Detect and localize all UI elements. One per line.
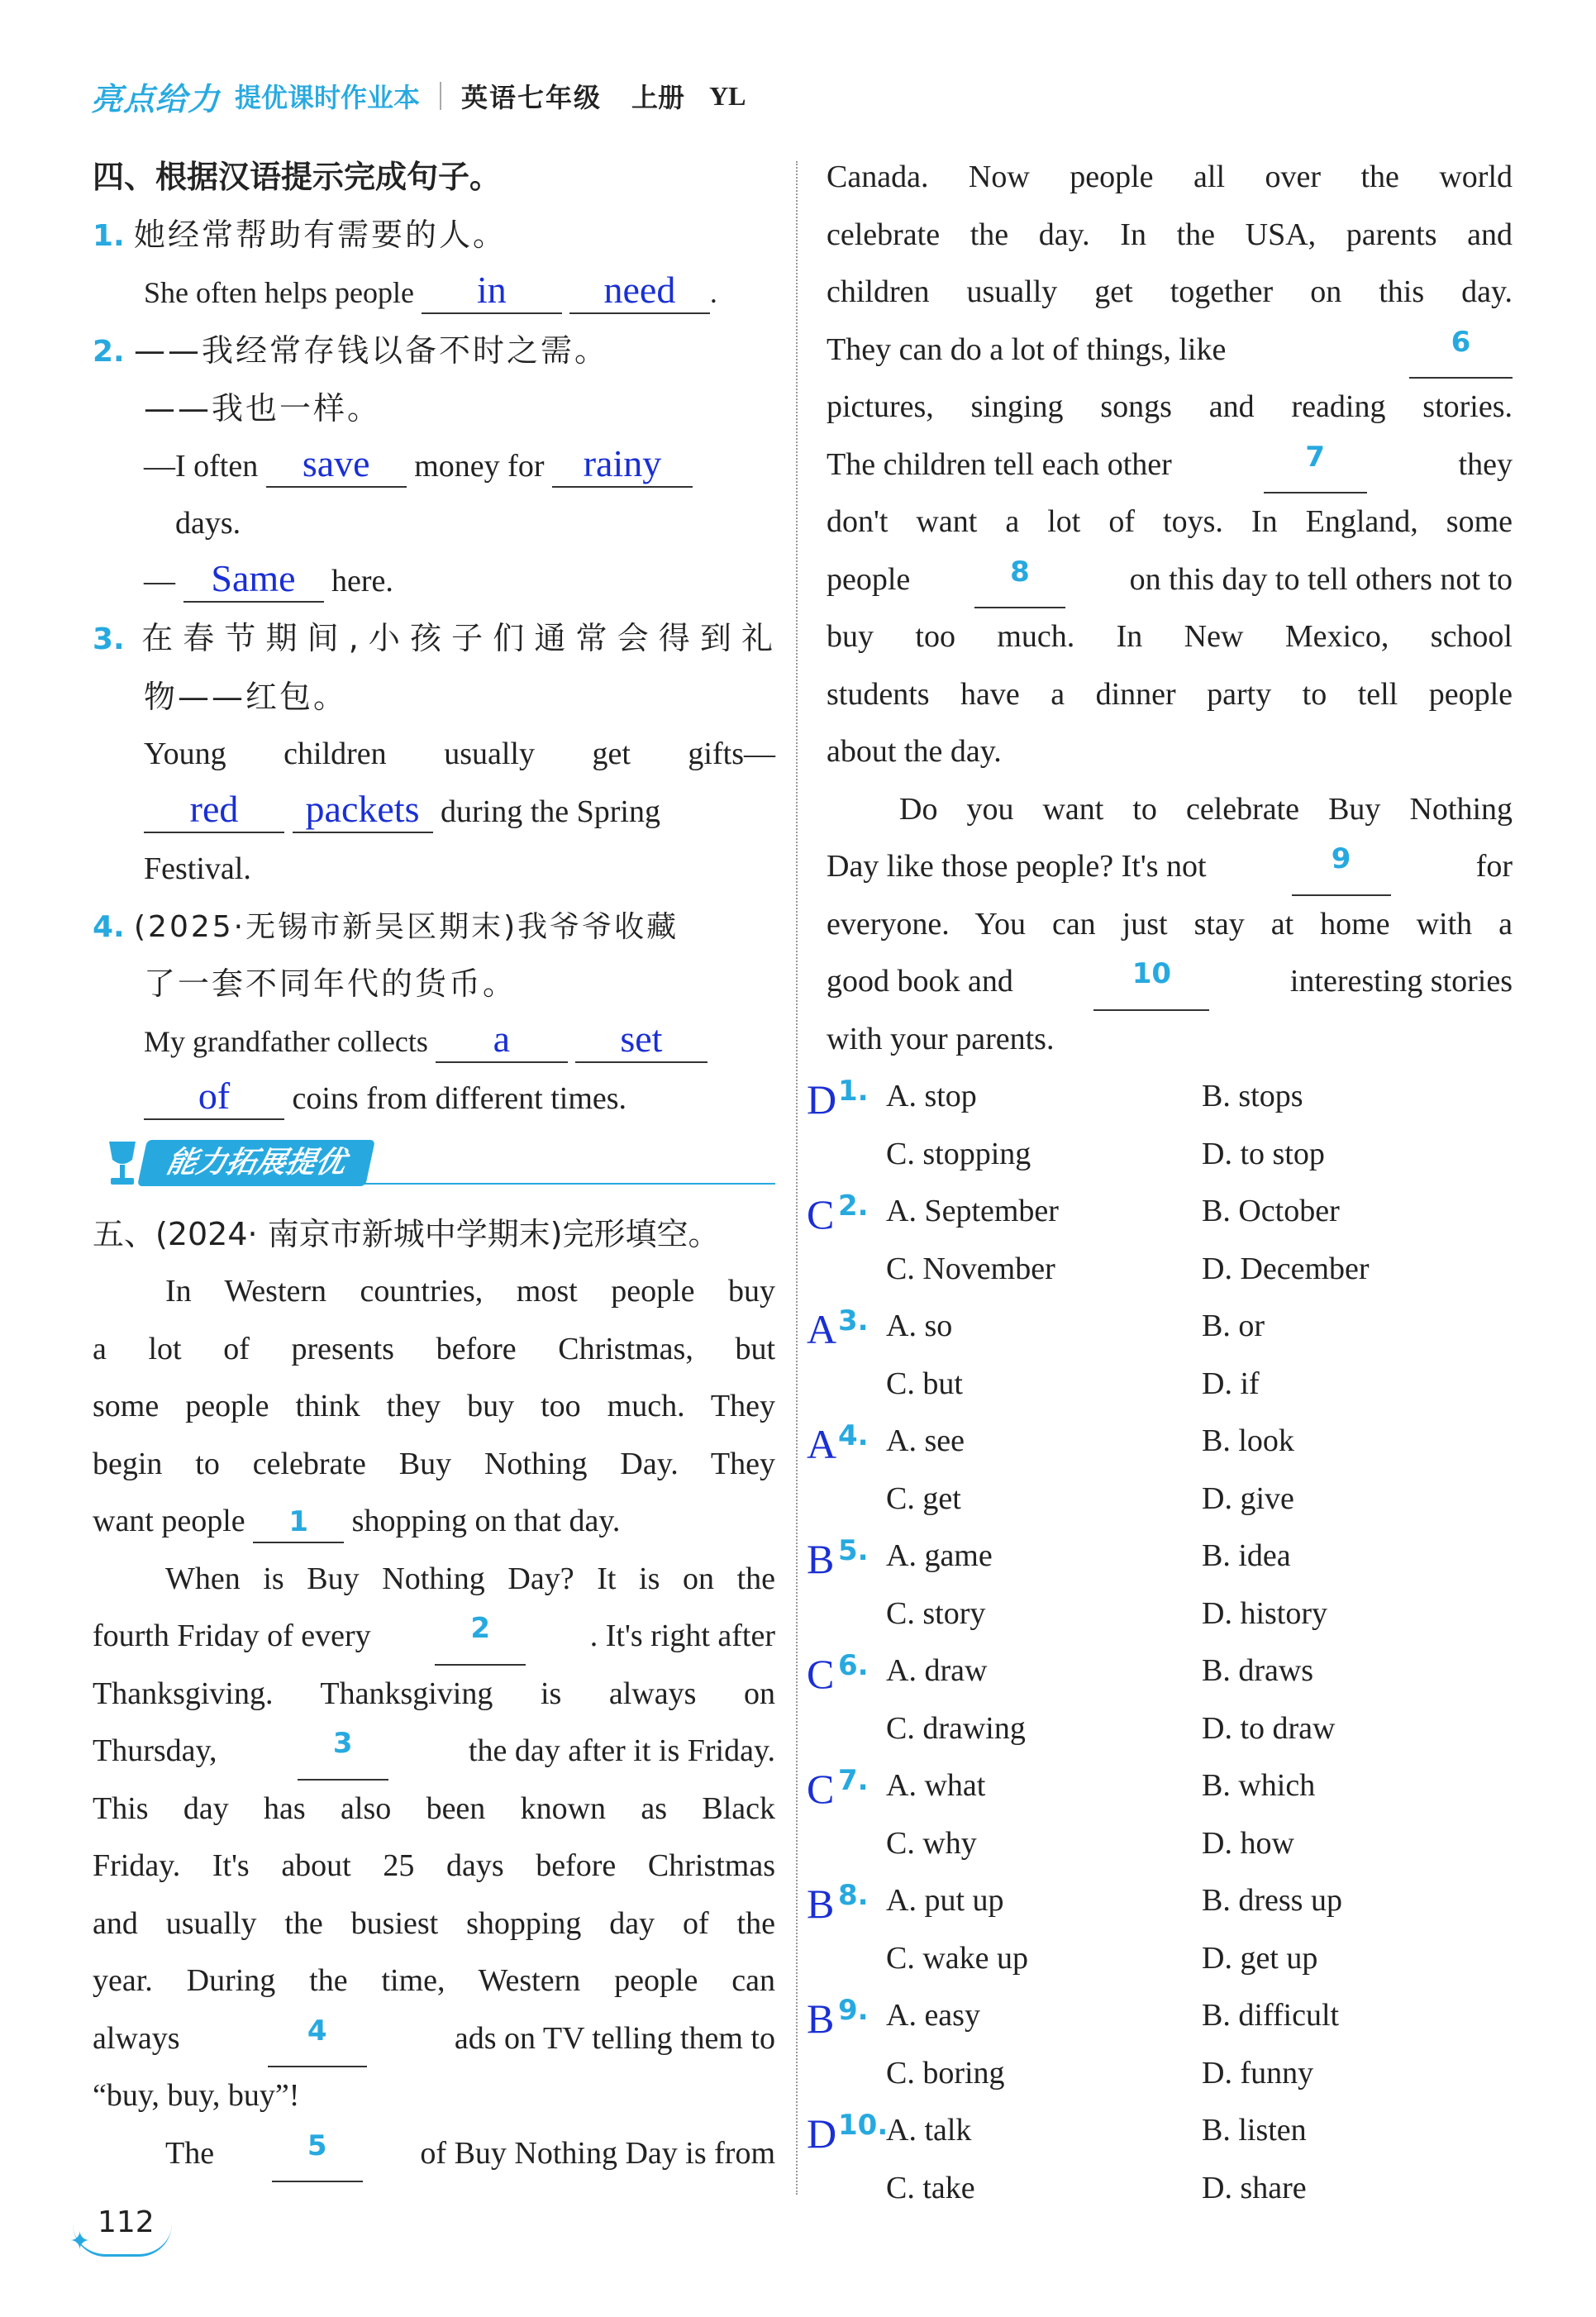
- answer-blank[interactable]: [569, 270, 710, 314]
- option-b[interactable]: B. October: [1202, 1194, 1340, 1228]
- option-d[interactable]: D. to stop: [1202, 1136, 1325, 1171]
- passage-line: [93, 2125, 775, 2183]
- passage-text: shopping on that day.: [351, 1504, 621, 1538]
- option-a[interactable]: A. what: [886, 1768, 986, 1803]
- option-a[interactable]: A. so: [886, 1309, 953, 1343]
- option-row: [838, 1126, 1513, 1184]
- question-cn: 了一套不同年代的货币。: [144, 965, 517, 1002]
- blank-number: 8: [1010, 555, 1030, 589]
- question-4-en: [93, 1013, 775, 1071]
- trophy-icon: [101, 1135, 144, 1193]
- cloze-blank-3[interactable]: [298, 1723, 388, 1781]
- option-d[interactable]: D. how: [1202, 1825, 1294, 1861]
- blank-number: 9: [1331, 842, 1351, 875]
- answer-blank[interactable]: [422, 270, 562, 314]
- passage-line: and usually the busiest shopping day of the: [93, 1905, 775, 1941]
- handwritten-choice: B: [807, 1536, 835, 1582]
- option-number: 10.: [838, 2109, 889, 2142]
- answer-blank[interactable]: [144, 1076, 284, 1120]
- cloze-blank-10[interactable]: [1093, 953, 1209, 1011]
- handwritten-choice: D: [807, 2110, 837, 2157]
- passage-text: want people: [93, 1504, 245, 1538]
- passage-line: [93, 1493, 775, 1551]
- banner-label: 能力拓展提优: [137, 1140, 375, 1186]
- handwritten-choice: C: [807, 1191, 835, 1237]
- option-row: [838, 1700, 1513, 1758]
- option-d[interactable]: D. history: [1202, 1595, 1327, 1631]
- passage-line: everyone. You can just stay at home with a: [827, 906, 1513, 942]
- option-row: [838, 1815, 1513, 1873]
- option-number: 7.: [838, 1764, 869, 1797]
- answer-blank[interactable]: [436, 1019, 568, 1063]
- passage-text: always: [93, 2020, 180, 2056]
- sentence-text: days.: [175, 506, 241, 541]
- page-header: [91, 73, 835, 119]
- question-1-en: [93, 265, 775, 322]
- handwritten-answer: rainy: [583, 441, 662, 484]
- sentence-text: .: [709, 276, 717, 309]
- passage-line: [827, 322, 1513, 379]
- sentence-text: —I often: [144, 448, 259, 484]
- star-icon: ✦: [69, 2227, 91, 2256]
- option-b[interactable]: B. which: [1202, 1768, 1316, 1803]
- blank-number: 4: [307, 2014, 327, 2048]
- option-a[interactable]: A. easy: [886, 1998, 980, 2033]
- handwritten-answer: a: [493, 1017, 511, 1060]
- passage-text: Thursday,: [93, 1733, 217, 1768]
- option-row: [838, 2045, 1513, 2103]
- option-number: 8.: [838, 1879, 869, 1912]
- passage-line: students have a dinner party to tell people: [827, 676, 1513, 712]
- blank-number: 3: [332, 1727, 353, 1760]
- passage-text: the day after it is Friday.: [468, 1733, 775, 1768]
- passage-line: a lot of presents before Christmas, but: [93, 1331, 775, 1366]
- option-d[interactable]: D. to draw: [1202, 1710, 1336, 1746]
- option-b[interactable]: B. stops: [1202, 1079, 1303, 1113]
- cloze-blank-6[interactable]: [1409, 322, 1513, 379]
- handwritten-choice: C: [807, 1766, 835, 1812]
- sentence-text: She often helps people: [144, 276, 414, 309]
- option-a[interactable]: A. game: [886, 1538, 993, 1573]
- passage-line: [93, 2010, 775, 2068]
- option-c[interactable]: C. November: [886, 1251, 1055, 1286]
- passage-line: don't want a lot of toys. In England, some: [827, 504, 1513, 539]
- option-c[interactable]: C. take: [886, 2170, 975, 2205]
- passage-line: begin to celebrate Buy Nothing Day. They: [93, 1446, 775, 1481]
- question-cn: 她经常帮助有需要的人。: [134, 216, 507, 253]
- cloze-blank-7[interactable]: [1264, 436, 1367, 494]
- page-number: 112: [98, 2205, 155, 2239]
- option-c[interactable]: C. but: [886, 1366, 963, 1401]
- passage-text: good book and: [827, 964, 1013, 999]
- passage-line: Canada. Now people all over the world: [827, 160, 1513, 194]
- sentence-text: during the Spring: [441, 794, 660, 829]
- question-4-en2: [93, 1070, 775, 1128]
- cloze-blank-8[interactable]: [974, 551, 1065, 609]
- sentence-text: Young children usually get gifts—: [144, 737, 775, 771]
- option-c[interactable]: C. story: [886, 1595, 986, 1631]
- option-b[interactable]: B. or: [1202, 1309, 1265, 1343]
- passage-text: for: [1475, 849, 1513, 884]
- passage-text: people: [827, 561, 911, 597]
- passage-text: fourth Friday of every: [93, 1619, 371, 1653]
- option-a[interactable]: A. see: [886, 1423, 965, 1458]
- handwritten-answer: red: [189, 787, 239, 830]
- passage-text: interesting stories: [1289, 964, 1513, 999]
- passage-text: They can do a lot of things, like: [827, 331, 1227, 367]
- answer-blank[interactable]: [183, 556, 324, 603]
- options-list: [807, 1068, 1513, 2217]
- option-b[interactable]: B. look: [1202, 1423, 1294, 1458]
- handwritten-answer: save: [302, 441, 370, 484]
- option-b[interactable]: B. listen: [1202, 2113, 1307, 2148]
- passage-line: Do you want to celebrate Buy Nothing: [899, 791, 1513, 827]
- option-number: 6.: [838, 1649, 869, 1682]
- blank-number: 7: [1305, 440, 1325, 474]
- passage-line: In Western countries, most people buy: [165, 1274, 775, 1309]
- sentence-text: My grandfather collects: [144, 1024, 428, 1058]
- option-number: 3.: [838, 1304, 869, 1337]
- passage-line: [827, 838, 1513, 896]
- passage-line: [827, 953, 1513, 1011]
- option-d[interactable]: D. get up: [1202, 1940, 1318, 1976]
- option-b[interactable]: B. difficult: [1202, 1998, 1340, 2033]
- edition-label: YL: [709, 80, 746, 111]
- sentence-text: here.: [331, 563, 393, 598]
- passage-line: buy too much. In New Mexico, school: [827, 619, 1513, 654]
- right-column: [807, 149, 1513, 2217]
- passage-line: [827, 551, 1513, 609]
- option-number: 4.: [838, 1419, 869, 1452]
- option-number: 1.: [838, 1075, 869, 1108]
- option-d[interactable]: D. December: [1202, 1251, 1370, 1286]
- section-5-title: 五、(2024· 南京市新城中学期末)完形填空。: [93, 1215, 720, 1252]
- handwritten-choice: A: [807, 1421, 837, 1467]
- option-number: 9.: [838, 1994, 869, 2027]
- option-d[interactable]: D. give: [1202, 1480, 1294, 1516]
- section-4-title: 四、根据汉语提示完成句子。: [93, 159, 502, 195]
- option-row: [807, 2102, 1513, 2160]
- option-row: [838, 2160, 1513, 2218]
- option-a[interactable]: A. stop: [886, 1079, 977, 1113]
- question-2: [93, 322, 775, 381]
- option-d[interactable]: D. share: [1202, 2170, 1307, 2205]
- option-b[interactable]: B. idea: [1202, 1538, 1291, 1573]
- question-2-en: [93, 438, 775, 496]
- option-c[interactable]: C. get: [886, 1480, 961, 1516]
- blank-number: 10: [1131, 957, 1172, 990]
- answer-blank[interactable]: [266, 441, 407, 488]
- option-number: 2.: [838, 1189, 869, 1223]
- cloze-blank-9[interactable]: [1292, 838, 1391, 896]
- option-row: [807, 1528, 1513, 1585]
- handwritten-answer: in: [477, 269, 507, 311]
- question-3: [93, 610, 775, 669]
- option-c[interactable]: C. why: [886, 1825, 977, 1861]
- column-divider: [796, 161, 798, 2195]
- option-row: [807, 1642, 1513, 1700]
- passage-line: some people think they buy too much. They: [93, 1389, 775, 1423]
- passage-line: pictures, singing songs and reading stories.: [827, 389, 1513, 424]
- passage-line: This day has also been known as Black: [93, 1790, 775, 1826]
- option-c[interactable]: C. wake up: [886, 1940, 1029, 1976]
- option-b[interactable]: B. draws: [1202, 1653, 1314, 1688]
- cloze-blank-5[interactable]: [272, 2125, 363, 2183]
- question-4: [93, 899, 775, 956]
- option-row: [838, 1471, 1513, 1528]
- question-1: [93, 207, 775, 265]
- passage-text: Day like those people? It's not: [827, 849, 1207, 884]
- passage-line: about the day.: [827, 734, 1002, 769]
- volume-label: 上册: [631, 82, 685, 113]
- question-number: 3.: [93, 622, 125, 656]
- left-column: [93, 149, 775, 2182]
- option-number: 5.: [838, 1534, 869, 1567]
- option-row: [838, 1930, 1513, 1988]
- option-a[interactable]: A. talk: [886, 2113, 972, 2148]
- answer-blank[interactable]: [144, 789, 284, 833]
- passage-text: . It's right after: [589, 1619, 775, 1653]
- option-row: [838, 1241, 1513, 1299]
- handwritten-answer: set: [620, 1017, 663, 1060]
- handwritten-choice: A: [807, 1306, 837, 1352]
- blank-number: 2: [470, 1612, 491, 1645]
- question-cn: ——我经常存钱以备不时之需。: [134, 331, 609, 369]
- option-d[interactable]: D. funny: [1202, 2055, 1314, 2091]
- option-a[interactable]: A. draw: [886, 1653, 988, 1688]
- question-cn: 物——红包。: [144, 678, 348, 715]
- cloze-blank-1[interactable]: [253, 1501, 344, 1543]
- book-title: 英语七年级: [461, 82, 603, 113]
- option-b[interactable]: B. dress up: [1202, 1883, 1342, 1918]
- handwritten-answer: need: [603, 269, 676, 311]
- blank-number: 1: [288, 1505, 308, 1538]
- sentence-text: —: [144, 563, 175, 598]
- passage-text: on this day to tell others not to: [1129, 561, 1513, 597]
- handwritten-choice: B: [807, 1995, 835, 2042]
- option-a[interactable]: A. put up: [886, 1883, 1004, 1918]
- question-cn: ——我也一样。: [144, 390, 382, 427]
- option-row: [807, 1068, 1513, 1126]
- passage-line: children usually get together on this day.: [827, 274, 1513, 309]
- question-cn: 在春节期间,小孩子们通常会得到礼: [134, 620, 775, 656]
- cloze-blank-2[interactable]: [435, 1608, 526, 1666]
- passage-text: of Buy Nothing Day is from: [420, 2135, 775, 2171]
- option-a[interactable]: A. September: [886, 1194, 1059, 1228]
- option-d[interactable]: D. if: [1202, 1366, 1260, 1401]
- passage-text: they: [1458, 446, 1513, 482]
- option-c[interactable]: C. drawing: [886, 1710, 1026, 1746]
- question-number: 1.: [93, 218, 125, 253]
- passage-line: “buy, buy, buy”!: [93, 2078, 300, 2113]
- handwritten-choice: C: [807, 1651, 835, 1697]
- passage-text: The: [165, 2135, 215, 2171]
- section-banner: [93, 1135, 775, 1201]
- blank-number: 6: [1451, 325, 1471, 359]
- brand-logo: 亮点给力: [91, 80, 221, 117]
- passage-text: ads on TV telling them to: [454, 2020, 775, 2056]
- sentence-text: Festival.: [144, 851, 251, 886]
- blank-number: 5: [307, 2129, 327, 2162]
- passage-line: [827, 436, 1513, 494]
- option-row: [807, 1757, 1513, 1815]
- header-separator: [440, 82, 441, 110]
- option-c[interactable]: C. boring: [886, 2055, 1005, 2091]
- option-row: [807, 1183, 1513, 1241]
- handwritten-answer: of: [198, 1075, 231, 1117]
- passage-line: Thanksgiving. Thanksgiving is always on: [93, 1676, 775, 1711]
- passage-line: When is Buy Nothing Day? It is on the: [165, 1561, 775, 1596]
- answer-blank[interactable]: [293, 789, 433, 833]
- question-3-en2: [93, 784, 775, 841]
- option-row: [807, 1987, 1513, 2045]
- handwritten-choice: B: [807, 1881, 835, 1927]
- option-row: [807, 1298, 1513, 1356]
- sentence-text: coins from different times.: [292, 1081, 627, 1116]
- question-number: 4.: [93, 909, 125, 944]
- passage-line: with your parents.: [827, 1021, 1055, 1056]
- option-row: [838, 1585, 1513, 1643]
- series-title: 提优课时作业本: [235, 82, 421, 113]
- handwritten-choice: D: [807, 1076, 837, 1123]
- passage-line: celebrate the day. In the USA, parents and: [827, 217, 1513, 252]
- question-number: 2.: [93, 334, 125, 369]
- sentence-text: money for: [414, 448, 545, 484]
- answer-blank[interactable]: [575, 1019, 707, 1063]
- option-row: [807, 1413, 1513, 1471]
- cloze-blank-4[interactable]: [268, 2010, 367, 2068]
- option-row: [807, 1872, 1513, 1930]
- passage-line: year. During the time, Western people can: [93, 1963, 775, 1998]
- question-cn: (2025·无锡市新吴区期末)我爷爷收藏: [134, 909, 679, 944]
- answer-blank[interactable]: [552, 441, 693, 488]
- passage-line: [93, 1723, 775, 1781]
- option-row: [838, 1356, 1513, 1414]
- passage-line: [93, 1608, 775, 1666]
- option-c[interactable]: C. stopping: [886, 1136, 1031, 1171]
- question-2-en2: [93, 553, 775, 611]
- handwritten-answer: packets: [305, 787, 420, 830]
- handwritten-answer: Same: [211, 556, 296, 599]
- passage-line: Friday. It's about 25 days before Christmas: [93, 1848, 775, 1883]
- passage-text: The children tell each other: [827, 446, 1172, 482]
